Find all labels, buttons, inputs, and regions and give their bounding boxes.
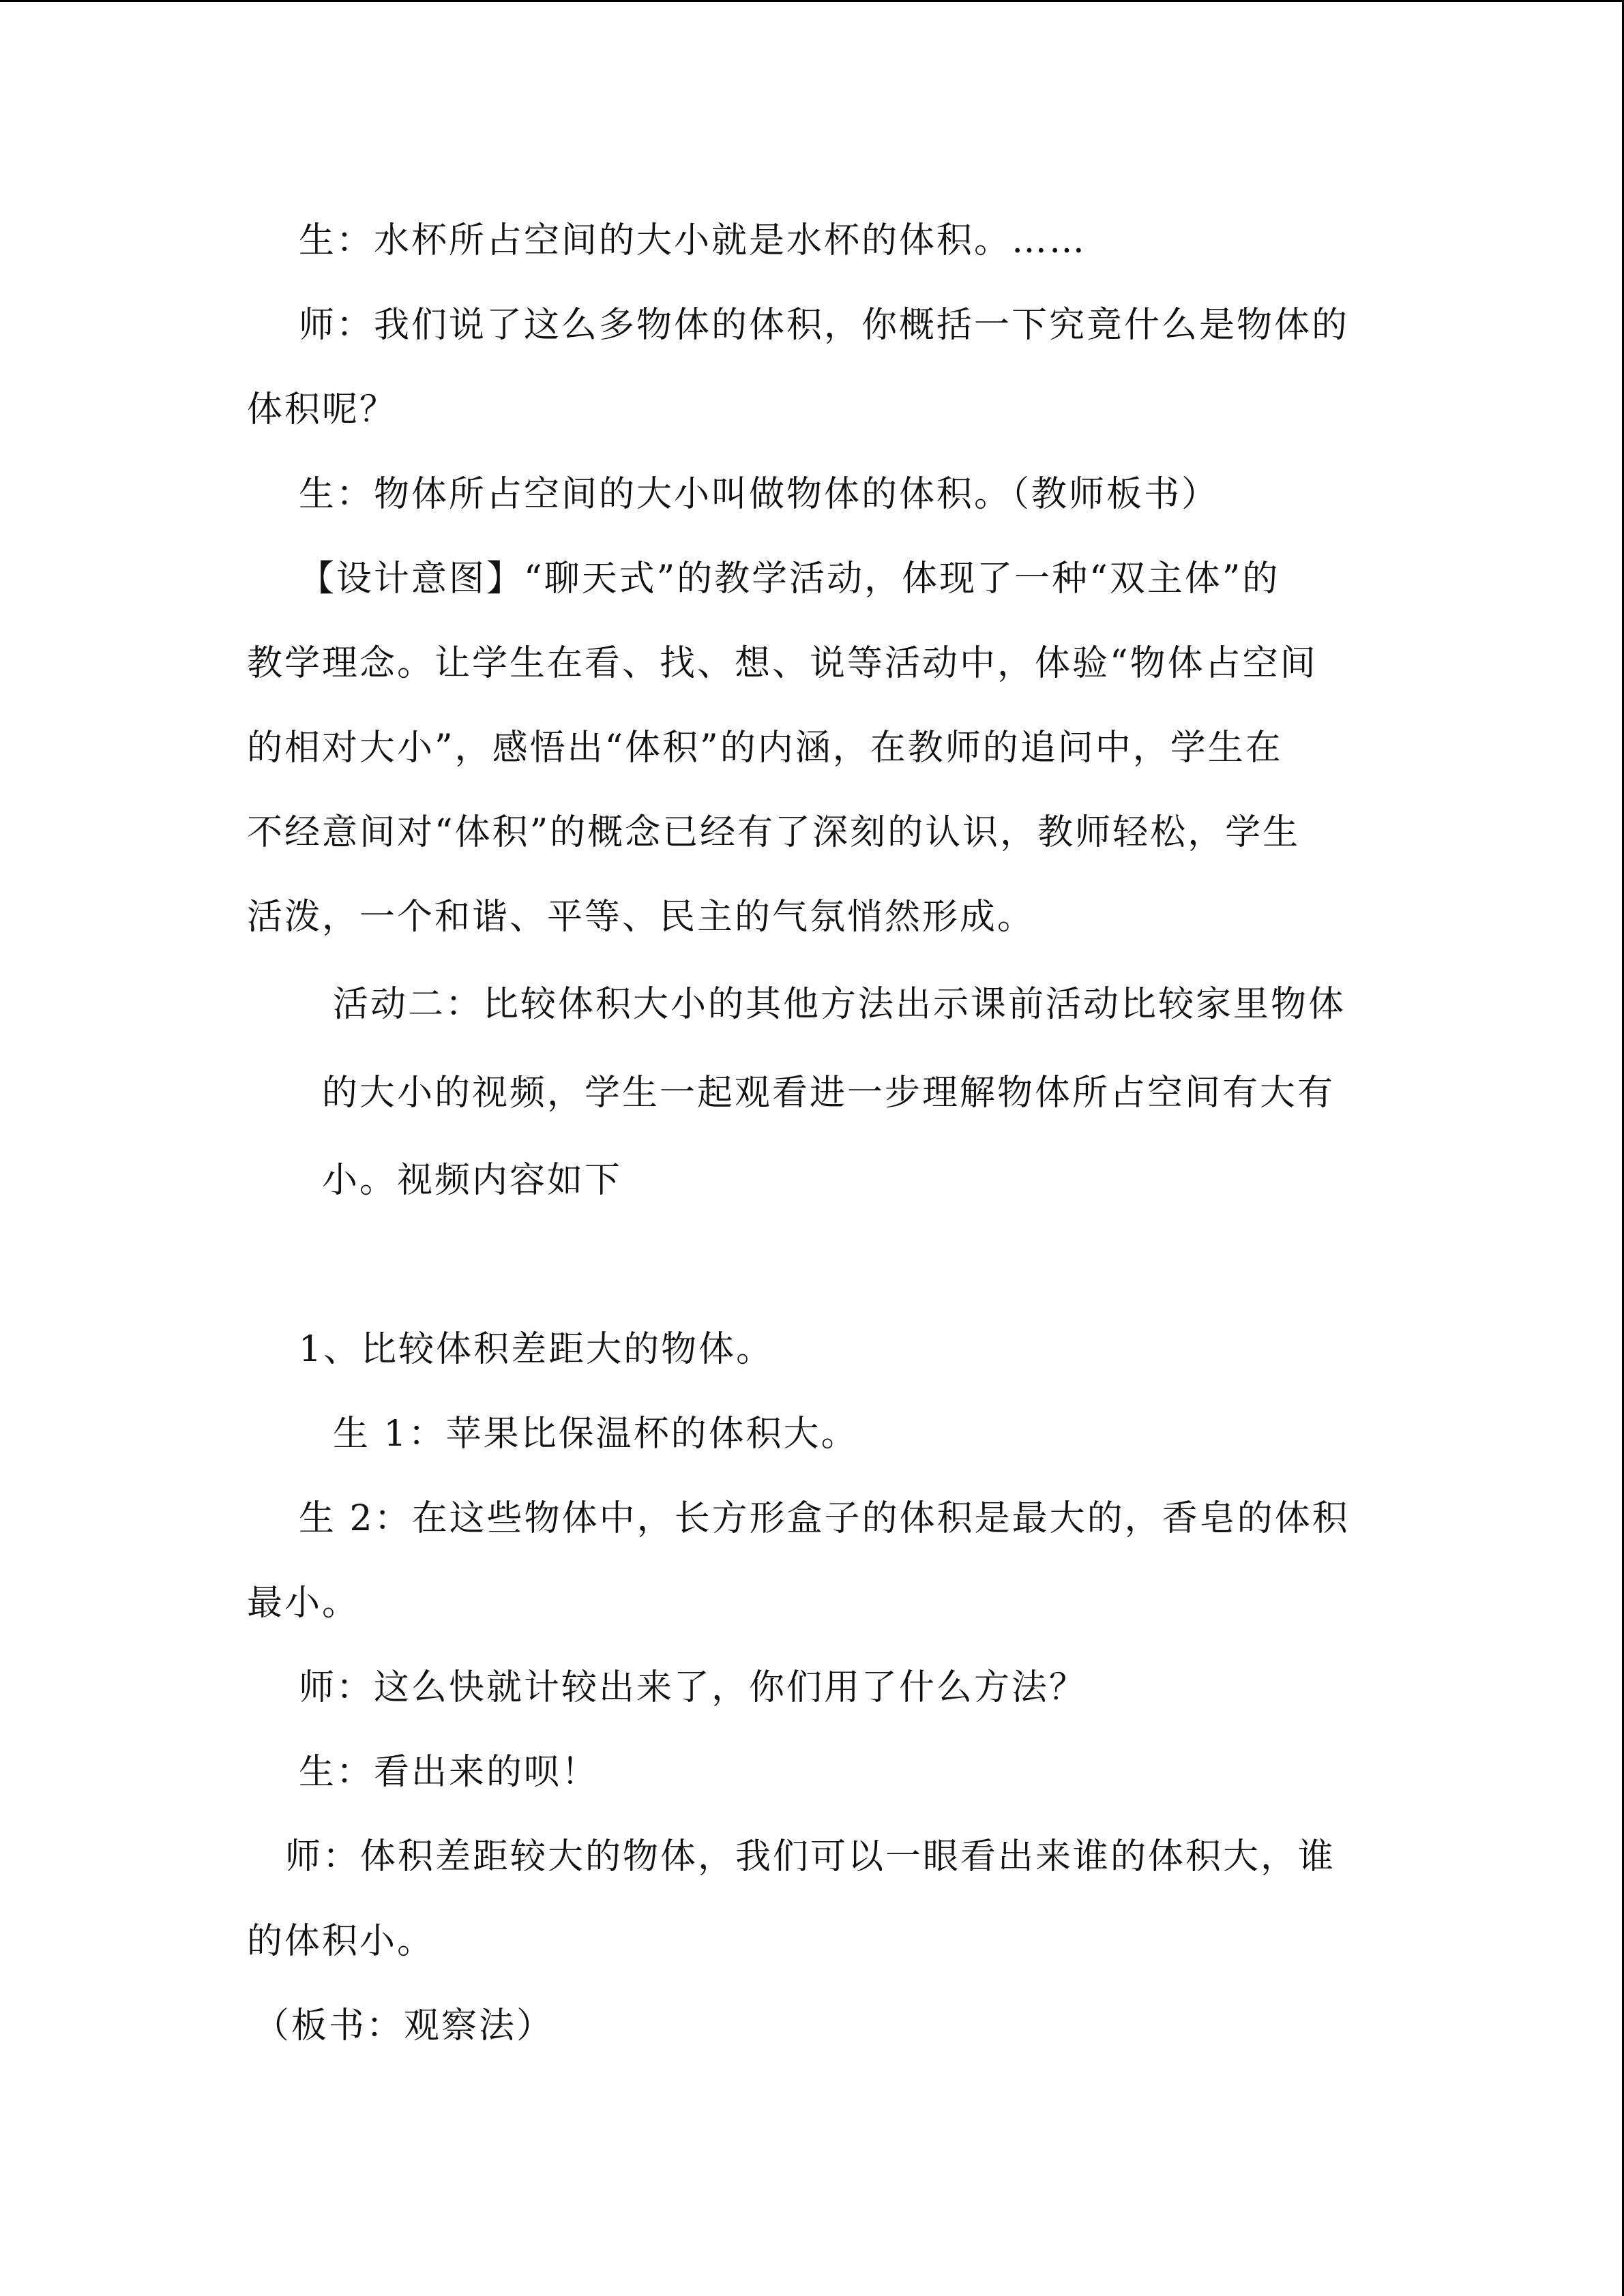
text-line-12: 小。视频内容如下 (322, 1160, 623, 1201)
text-line-3: 体积呢？ (247, 389, 398, 430)
text-line-7: 的相对大小”，感悟出“体积”的内涵，在教师的追问中，学生在 (247, 728, 1283, 769)
text-line-10: 活动二：比较体积大小的其他方法出示课前活动比较家里物体 (333, 984, 1346, 1025)
text-line-6: 教学理念。让学生在看、找、想、说等活动中，体验“物体占空间 (247, 643, 1318, 684)
text-line-4: 生：物体所占空间的大小叫做物体的体积。（教师板书） (299, 474, 1220, 515)
text-line-16: 最小。 (247, 1583, 360, 1624)
text-line-13: 1、比较体积差距大的物体。 (299, 1329, 774, 1370)
text-line-20: 的体积小。 (247, 1921, 435, 1962)
text-line-14: 生 1：苹果比保温杯的体积大。 (333, 1414, 859, 1455)
text-line-19: 师：体积差距较大的物体，我们可以一眼看出来谁的体积大，谁 (285, 1836, 1336, 1877)
text-line-17: 师：这么快就计较出来了，你们用了什么方法？ (299, 1667, 1087, 1708)
text-line-11: 的大小的视频，学生一起观看进一步理解物体所占空间有大有 (322, 1073, 1335, 1114)
text-line-18: 生：看出来的呗！ (299, 1752, 600, 1793)
text-line-9: 活泼，一个和谐、平等、民主的气氛悄然形成。 (247, 897, 1035, 938)
text-line-1: 生：水杯所占空间的大小就是水杯的体积。…… (299, 220, 1087, 261)
text-line-2: 师：我们说了这么多物体的体积，你概括一下究竟什么是物体的 (299, 305, 1350, 346)
text-line-15: 生 2：在这些物体中，长方形盒子的体积是最大的，香皂的体积 (299, 1498, 1350, 1539)
text-line-5: 【设计意图】“聊天式”的教学活动，体现了一种“双主体”的 (299, 558, 1280, 599)
text-line-21: （板书：观察法） (254, 2006, 555, 2046)
text-line-8: 不经意间对“体积”的概念已经有了深刻的认识，教师轻松，学生 (247, 812, 1301, 853)
